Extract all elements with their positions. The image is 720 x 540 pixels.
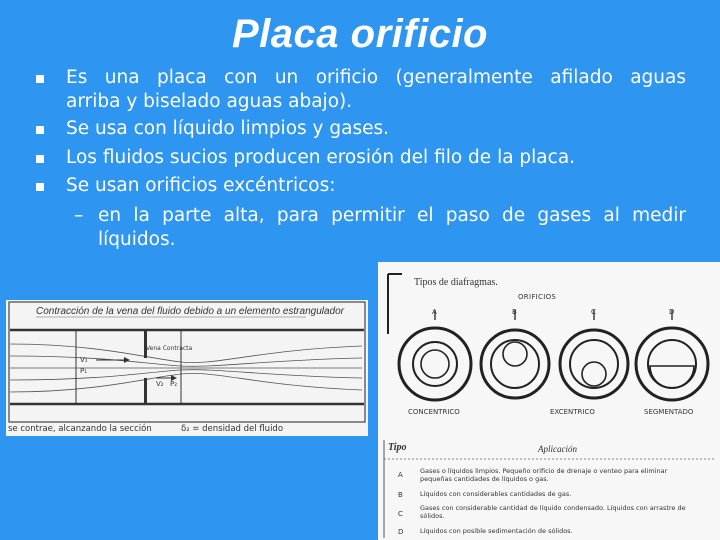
plate-letter-c: C [591, 308, 596, 316]
sub-bullet-text: en la parte alta, para permitir el paso de gases al medir [98, 205, 686, 226]
diaphragm-types-title: Tipos de diafragmas. [414, 277, 498, 288]
bullet-text: Se usa con líquido limpios y gases. [66, 118, 389, 139]
bullet-text: Se usan orificios excéntricos: [66, 175, 336, 196]
svg-text:P₁: P₁ [80, 367, 88, 375]
square-bullet-icon [36, 155, 44, 163]
bullet-text: arriba y biselado aguas abajo). [66, 91, 353, 112]
table-row-text: Gases o líquidos limpios. Pequeño orificio de drenaje o venteo para eliminar pequeñas cantidades de líquidos o gas. [420, 467, 668, 483]
table-row-letter: C [398, 510, 403, 518]
slide-title: Placa orificio [232, 12, 488, 56]
table-row-letter: A [398, 471, 403, 479]
orificios-label: ORIFICIOS [518, 293, 557, 301]
table-row-text: Líquidos con posible sedimentación de sólidos. [420, 527, 573, 535]
bullet-item-2 [66, 117, 686, 141]
orifice-types-figure [378, 262, 720, 540]
dash-marker: – [74, 205, 84, 226]
svg-text:V₁: V₁ [80, 356, 88, 364]
svg-text:P₂: P₂ [170, 380, 178, 388]
eccentric-label: EXCENTRICO [550, 408, 595, 416]
table-row-letter: B [398, 491, 403, 499]
segmental-label: SEGMENTADO [644, 408, 694, 416]
plate-letter-d: D [669, 308, 675, 316]
vena-contracta-diagram [6, 300, 368, 436]
table-row-text: Líquidos con considerables cantidades de gas. [420, 490, 572, 498]
svg-text:V₂: V₂ [156, 380, 164, 388]
figure-footer-right: δ₂ = densidad del fluido [181, 424, 284, 434]
table-header-aplicacion: Aplicación [538, 444, 577, 454]
plate-letter-b: B [512, 308, 517, 316]
square-bullet-icon [36, 75, 44, 83]
square-bullet-icon [36, 183, 44, 191]
bullet-item-1 [66, 66, 686, 90]
svg-text:Vena Contracta: Vena Contracta [146, 345, 193, 352]
bullet-text: Es una placa con un orificio (generalmente afilado aguas [66, 67, 686, 88]
table-header-tipo: Tipo [388, 442, 407, 453]
plate-letter-a: A [432, 308, 437, 316]
bullet-item-1-continuation [66, 90, 686, 114]
vena-contracta-figure [6, 300, 368, 436]
figure-footer-left: se contrae, alcanzando la sección [8, 424, 152, 434]
square-bullet-icon [36, 126, 44, 134]
sub-bullet-item [74, 204, 686, 252]
figure-caption: Contracción de la vena del fluido debido a un elemento estrangulador [36, 306, 344, 317]
bullet-item-3 [66, 146, 686, 170]
sub-bullet-text-continuation: líquidos. [98, 229, 176, 250]
bullet-text: Los fluidos sucios producen erosión del filo de la placa. [66, 147, 576, 168]
table-row-text: Gases con considerable cantidad de líquido condensado. Líquidos con arrastre de sólidos. [420, 504, 686, 520]
bullet-item-4 [66, 174, 686, 198]
table-row-letter: D [398, 528, 404, 536]
concentric-label: CONCENTRICO [408, 408, 460, 416]
